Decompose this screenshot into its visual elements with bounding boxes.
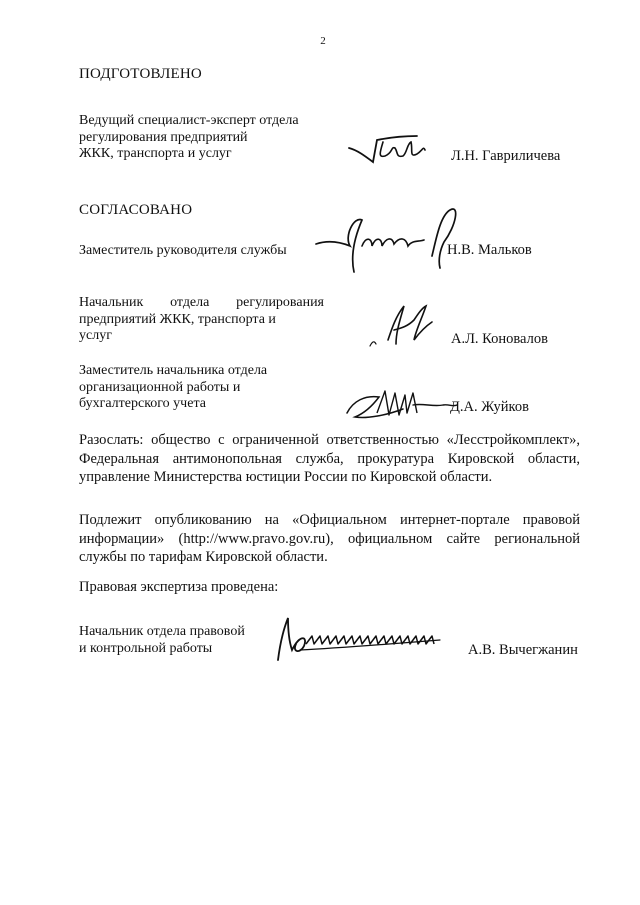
agreed-heading: СОГЛАСОВАНО (79, 202, 193, 218)
title-line: организационной работы и (79, 379, 241, 395)
title-line: регулирования предприятий (79, 129, 248, 145)
title-line: ЖКК, транспорта и услуг (79, 146, 232, 161)
agreed-signer-3-name: Д.А. Жуйков (450, 399, 529, 415)
legal-review-signer-title (79, 624, 279, 657)
title-line: услуг (79, 328, 112, 343)
agreed-signer-1-title (79, 243, 319, 260)
title-line (79, 312, 324, 329)
title-line: Начальник отдела регулирования (79, 295, 324, 310)
title-line: бухгалтерского учета (79, 396, 206, 411)
signature-malkov (314, 206, 464, 276)
agreed-signer-2-name: А.Л. Коновалов (451, 331, 548, 347)
agreed-signer-1-name: Н.В. Мальков (447, 242, 532, 258)
agreed-signer-2-title (79, 295, 324, 345)
prepared-heading: ПОДГОТОВЛЕНО (79, 66, 202, 82)
signature-zhuykov (343, 383, 463, 428)
title-line: Ведущий специалист-эксперт отдела (79, 113, 299, 128)
signature-gavrilicheva (347, 128, 437, 168)
signature-vychegzhanin (270, 614, 445, 664)
publication-note: Подлежит опубликованию на «Официальном интернет-портале правовой информации» (http://www.pravo.gov.ru), официальном сайте региональной службы по тарифам Кировской области. (79, 512, 580, 565)
title-line: и контрольной работы (79, 640, 213, 656)
title-line: Начальник отдела правовой (79, 624, 245, 639)
title-line-text: предприятий ЖКК, транспорта и (79, 311, 276, 327)
prepared-signer-name: Л.Н. Гавриличева (451, 148, 561, 164)
distribution-list: Разослать: общество с ограниченной ответственностью «Лесстройкомплект», Федеральная антимонопольная служба, прокуратура Кировской области, управление Министерства юстиции России по Кировской области. (79, 432, 580, 485)
agreed-signer-3-title (79, 363, 324, 413)
title-line: Заместитель начальника отдела (79, 363, 268, 378)
signature-konovalov (366, 300, 446, 355)
title-line: Заместитель руководителя службы (79, 243, 287, 258)
prepared-signer-title (79, 113, 329, 163)
legal-review-statement: Правовая экспертиза проведена: (79, 579, 279, 595)
legal-review-signer-name: А.В. Вычегжанин (468, 642, 578, 658)
page-number: 2 (320, 35, 326, 47)
